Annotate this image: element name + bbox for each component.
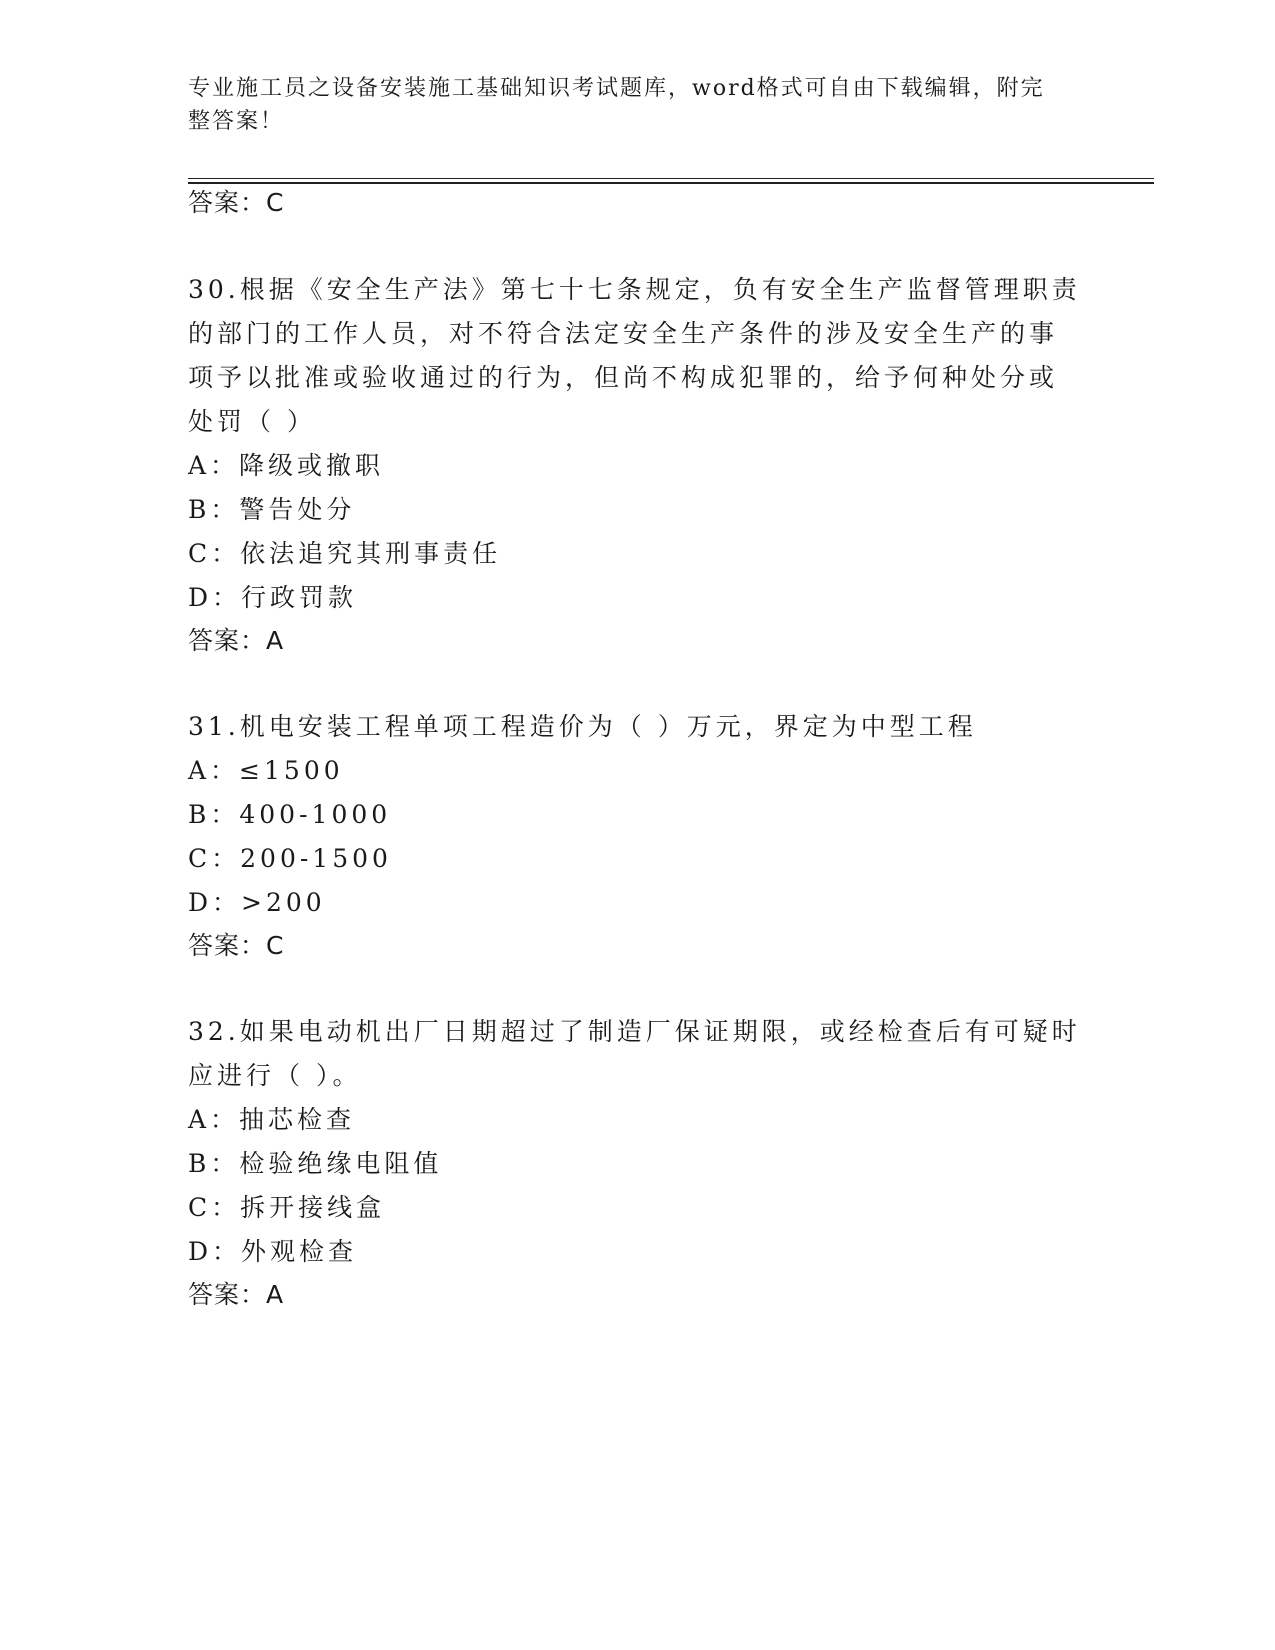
- question-stem-line: 项予以批准或验收通过的行为，但尚不构成犯罪的，给予何种处分或: [188, 363, 1059, 392]
- option-b: B：400-1000: [188, 800, 392, 829]
- option-b: B：警告处分: [188, 495, 356, 524]
- answer-label: 答案：A: [188, 1280, 285, 1309]
- header-line-1: 专业施工员之设备安装施工基础知识考试题库，word格式可自由下载编辑，附完: [188, 76, 1045, 101]
- previous-answer: 答案：C: [188, 188, 285, 217]
- question-stem-line: 处罚（ ）: [188, 407, 316, 436]
- option-a: A：降级或撤职: [188, 451, 385, 480]
- option-a: A：≤1500: [188, 756, 344, 785]
- option-c: C：依法追究其刑事责任: [188, 539, 502, 568]
- question-stem-line: 的部门的工作人员，对不符合法定安全生产条件的涉及安全生产的事: [188, 319, 1059, 348]
- question-stem-line: 应进行（ ）。: [188, 1061, 362, 1090]
- question-stem-line: 32.如果电动机出厂日期超过了制造厂保证期限，或经检查后有可疑时: [188, 1017, 1081, 1046]
- document-header: [188, 72, 1068, 138]
- answer-label: 答案：C: [188, 931, 285, 960]
- header-line-2: 整答案！: [188, 109, 285, 134]
- option-d: D：外观检查: [188, 1237, 358, 1266]
- question-stem-line: 30.根据《安全生产法》第七十七条规定，负有安全生产监督管理职责: [188, 275, 1081, 304]
- answer-label: 答案：A: [188, 626, 285, 655]
- option-b: B：检验绝缘电阻值: [188, 1149, 443, 1178]
- option-a: A：抽芯检查: [188, 1105, 356, 1134]
- option-d: D：行政罚款: [188, 583, 358, 612]
- header-divider-thin: [188, 178, 1154, 179]
- header-divider-thick: [188, 182, 1154, 184]
- option-c: C：拆开接线盒: [188, 1193, 386, 1222]
- option-d: D：>200: [188, 888, 326, 917]
- question-stem-line: 31.机电安装工程单项工程造价为（ ）万元，界定为中型工程: [188, 712, 977, 741]
- option-c: C：200-1500: [188, 844, 392, 873]
